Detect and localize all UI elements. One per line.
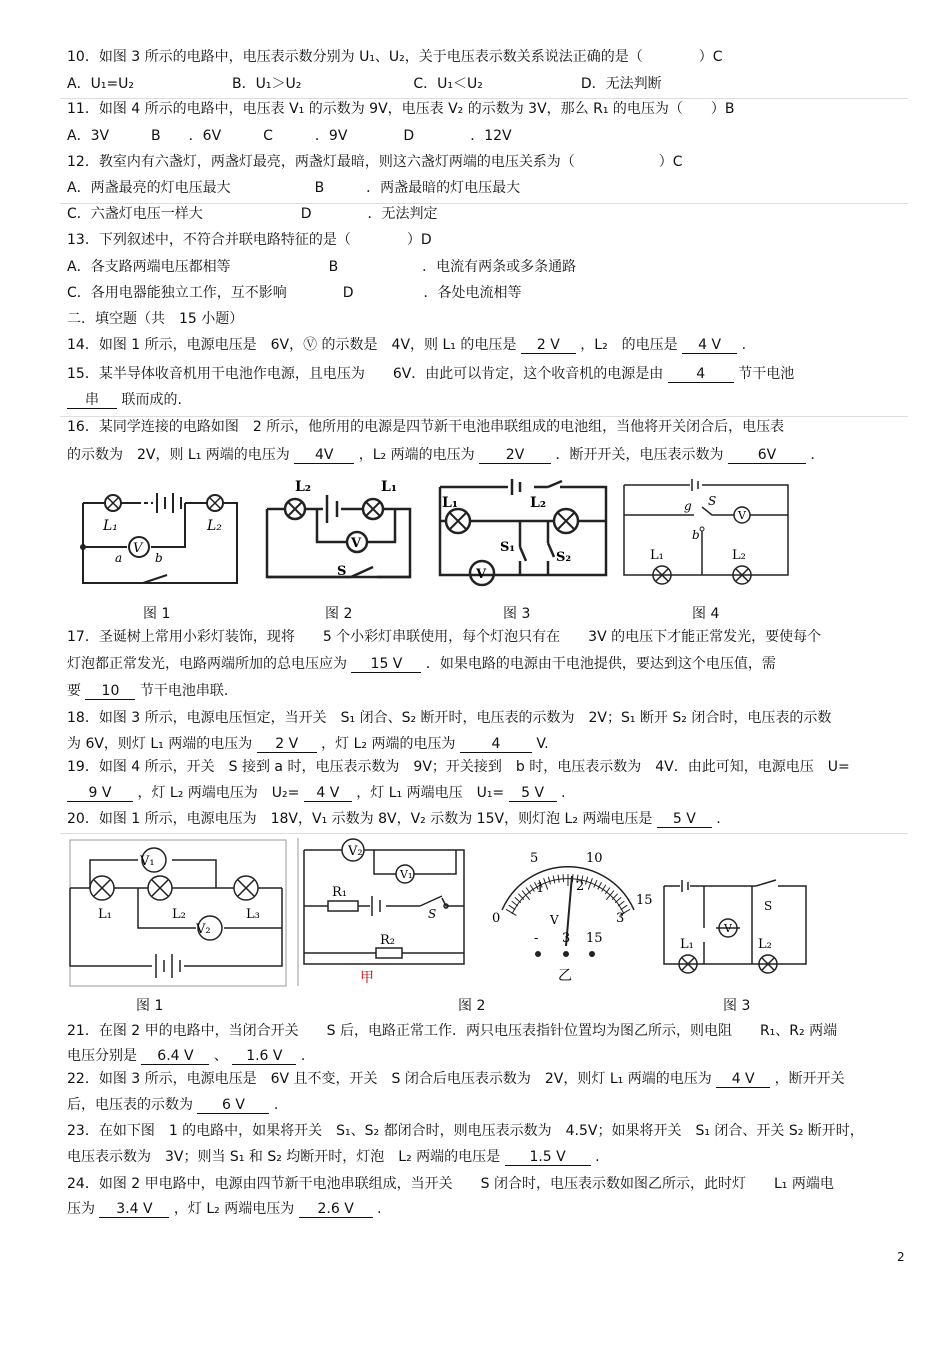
q11-stem: 11．如图 4 所示的电路中，电压表 V₁ 的示数为 9V，电压表 V₂ 的示数为 3V，那么 R₁ 的电压为（ ）B (67, 101, 735, 117)
q10-options: A．U₁=U₂ B．U₁＞U₂ C．U₁＜U₂ D．无法判断 (67, 76, 662, 92)
scale-bottom-2: 2 (576, 879, 585, 894)
caption-fig1-row2: 图 1 (136, 998, 164, 1014)
scale-bottom-15: 15 (636, 893, 653, 908)
meter-tick (548, 877, 550, 885)
q15-answer-1: 4 (668, 366, 734, 383)
caption-fig3-row1: 图 3 (503, 606, 531, 622)
label-V: V (133, 541, 143, 556)
q17: 17．圣诞树上常用小彩灯装饰，现将 5 个小彩灯串联使用，每个灯泡只有在 3V 的电压下才能正常发光，要使每个 (67, 629, 822, 645)
q16-answer-1: 4V (294, 447, 354, 464)
q15-answer-2: 串 (67, 392, 117, 409)
label-L1: L₁ (680, 937, 694, 952)
terminal-15: 15 (586, 931, 603, 946)
q12-stem: 12．教室内有六盏灯，两盏灯最亮，两盏灯最暗，则这六盏灯两端的电压关系为（ ）C (67, 154, 683, 170)
label-V2: V₂ (196, 922, 211, 937)
meter-tick (553, 876, 555, 884)
figure-1-row2 (68, 838, 290, 988)
q17-answer-2: 10 (85, 683, 135, 700)
figure-3-row1 (438, 477, 610, 587)
caption-fig2-row2: 图 2 (458, 998, 486, 1014)
figure-2-yi-meter (486, 846, 654, 988)
q10-stem: 10．如图 3 所示的电路中，电压表示数分别为 U₁、U₂，关于电压表示数关系说法正确的是（ ）C (67, 49, 723, 65)
q11-options: A．3V B ．6V C ．9V D ．12V (67, 128, 512, 144)
terminal-3: 3 (562, 931, 571, 946)
meter-tick (506, 909, 516, 915)
q19-answer-3: 5 V (509, 785, 557, 802)
meter-tick (563, 874, 564, 882)
label-L1: L₁ (103, 518, 118, 534)
label-L1: L₁ (381, 479, 397, 495)
label-V: V (476, 567, 487, 582)
q21-answer-2: 1.6 V (232, 1048, 296, 1065)
meter-tick (518, 894, 524, 900)
q13-stem: 13．下列叙述中，不符合并联电路特征的是（ ）D (67, 232, 432, 248)
label-L2: L₂ (758, 937, 772, 952)
label-yi: 乙 (558, 968, 572, 984)
q14: 14．如图 1 所示，电源电压是 6V，Ⓥ 的示数是 4V，则 L₁ 的电压是 2 V ，L₂ 的电压是 4 V . (67, 337, 747, 353)
label-S: S (337, 564, 347, 579)
q17-answer-1: 15 V (351, 656, 421, 673)
meter-tick (612, 894, 618, 900)
q21: 21．在图 2 甲的电路中，当闭合开关 S 后，电路正常工作．两只电压表指针位置均为图乙所示，则电阻 R₁、R₂ 两端 (67, 1023, 838, 1039)
terminal-minus: - (534, 931, 539, 946)
label-V1: V₁ (140, 854, 155, 869)
section-fill-title: 二．填空题（共 15 小题） (67, 311, 244, 327)
label-L1: L₁ (442, 495, 458, 511)
meter-tick (621, 905, 628, 910)
scale-bottom-3: 3 (616, 911, 625, 926)
scale-bottom-0: 0 (492, 911, 501, 926)
label-L2: L₂ (295, 479, 311, 495)
label-b: b (692, 528, 700, 542)
q23-cont: 电压表示数为 3V；则当 S₁ 和 S₂ 均断开时，灯泡 L₂ 两端的电压是 1.5 V . (67, 1149, 600, 1165)
q16-cont: 的示数为 2V，则 L₁ 两端的电压为 4V ，L₂ 两端的电压为 2V ．断开开关，电压表示数为 6V . (67, 447, 815, 463)
caption-fig4-row1: 图 4 (692, 606, 720, 622)
q17-cont: 灯泡都正常发光，电路两端所加的总电压应为 15 V ．如果电路的电源由干电池提供，要达到这个电压值，需 (67, 656, 776, 672)
q14-answer-1: 2 V (521, 337, 576, 354)
caption-fig3-row2: 图 3 (723, 998, 751, 1014)
q12-options-ab: A．两盏最亮的灯电压最大 B ．两盏最暗的灯电压最大 (67, 180, 521, 196)
label-L1: L₁ (98, 907, 112, 922)
meter-tick (618, 901, 624, 906)
q18-answer-2: 4 (460, 736, 532, 753)
label-L2: L₂ (530, 495, 546, 511)
label-L2: L₂ (207, 518, 222, 534)
label-S: S (708, 494, 717, 508)
q21-answer-1: 6.4 V (141, 1048, 209, 1065)
q18-cont: 为 6V，则灯 L₁ 两端的电压为 2 V ，灯 L₂ 两端的电压为 4 V. (67, 736, 549, 752)
label-V: V (724, 922, 732, 935)
label-L1: L₁ (650, 548, 664, 563)
figure-4-row1 (622, 477, 792, 585)
scale-top-10: 10 (586, 851, 603, 866)
caption-fig1-row1: 图 1 (143, 606, 171, 622)
q14-answer-2: 4 V (682, 337, 737, 354)
label-L2: L₂ (732, 548, 746, 563)
label-a: a (115, 551, 123, 565)
q19-cont: 9 V ，灯 L₂ 两端电压为 U₂= 4 V ，灯 L₁ 两端电压 U₁= 5 V . (67, 784, 566, 802)
figure-2-row1 (265, 477, 415, 582)
q22-answer-2: 6 V (197, 1097, 269, 1114)
q19-answer-1: 9 V (67, 785, 133, 802)
figure-2-jia-row2 (296, 836, 478, 986)
label-a: g (684, 499, 692, 513)
label-jia: 甲 (360, 970, 374, 986)
label-V: V (351, 536, 362, 551)
meter-tick (512, 901, 518, 906)
q13-options-cd: C．各用电器能独立工作，互不影响 D ．各处电流相等 (67, 285, 522, 301)
meter-tick (594, 880, 597, 887)
label-S: S (428, 907, 437, 921)
label-V: V (738, 509, 746, 522)
q24-cont: 压为 3.4 V ，灯 L₂ 两端电压为 2.6 V . (67, 1201, 382, 1217)
q24-answer-2: 2.6 V (299, 1201, 373, 1218)
q20-answer-1: 5 V (657, 811, 712, 828)
q24-answer-1: 3.4 V (99, 1201, 169, 1218)
scale-bottom-1: 1 (536, 881, 545, 896)
q24: 24．如图 2 甲电路中，电源由四节新干电池串联组成，当开关 S 闭合时，电压表示数如图乙所示，此时灯 L₁ 两端电 (67, 1176, 834, 1192)
q13-options-ab: A．各支路两端电压都相等 B ．电流有两条或多条通路 (67, 259, 577, 275)
label-V1: V₁ (400, 868, 413, 881)
figure-3-row2 (660, 880, 812, 988)
caption-fig2-row1: 图 2 (325, 606, 353, 622)
meter-tick (558, 875, 559, 883)
meter-v-label: V (550, 913, 559, 927)
q16-answer-2: 2V (479, 447, 551, 464)
label-S1: S₁ (500, 540, 516, 555)
meter-tick (615, 897, 621, 902)
q22-cont: 后，电压表的示数为 6 V . (67, 1097, 279, 1113)
q18-answer-1: 2 V (257, 736, 317, 753)
q23: 23．在如下图 1 的电路中，如果将开关 S₁、S₂ 都闭合时，则电压表示数为 4.5V；如果将开关 S₁ 闭合、开关 S₂ 断开时， (67, 1123, 864, 1139)
label-L2: L₂ (172, 907, 186, 922)
q15-cont: 串 联而成的. (67, 391, 182, 409)
q12-options-cd: C．六盏灯电压一样大 D ．无法判定 (67, 206, 438, 222)
label-R1: R₁ (332, 885, 347, 900)
label-S: S (764, 899, 773, 913)
q22: 22．如图 3 所示，电源电压是 6V 且不变，开关 S 闭合后电压表示数为 2V，则灯 L₁ 两端的电压为 4 V ，断开开关 (67, 1071, 845, 1087)
meter-tick (585, 877, 587, 885)
q16: 16．某同学连接的电路如图 2 所示，他所用的电源是四节新干电池串联组成的电池组，当他将开关闭合后，电压表 (67, 419, 785, 435)
q23-answer-1: 1.5 V (505, 1149, 591, 1166)
scale-top-5: 5 (530, 851, 539, 866)
page-number: 2 (897, 1250, 905, 1264)
q18: 18．如图 3 所示，电源电压恒定，当开关 S₁ 闭合、S₂ 断开时，电压表的示数为 2V；S₁ 断开 S₂ 闭合时，电压表的示数 (67, 710, 832, 726)
label-V2: V₂ (348, 844, 363, 859)
label-R2: R₂ (380, 933, 395, 948)
figure-1-row1 (75, 485, 245, 590)
q19-answer-2: 4 V (304, 785, 352, 802)
meter-tick (509, 905, 516, 910)
meter-tick (588, 878, 592, 889)
q16-answer-3: 6V (728, 447, 806, 464)
q19: 19．如图 4 所示，开关 S 接到 a 时，电压表示数为 9V；开关接到 b 时，电压表示数为 4V．由此可知，电源电压 U= (67, 759, 850, 775)
label-b: b (155, 551, 163, 565)
meter-tick (515, 897, 521, 902)
q20: 20．如图 1 所示，电源电压为 18V，V₁ 示数为 8V，V₂ 示数为 15V，则灯泡 L₂ 两端电压是 5 V . (67, 811, 721, 827)
q15: 15．某半导体收音机用干电池作电源，且电压为 6V．由此可以肯定，这个收音机的电源是由 4 节干电池 (67, 366, 795, 382)
q17-cont2: 要 10 节干电池串联. (67, 683, 229, 699)
q21-cont: 电压分别是 6.4 V 、 1.6 V . (67, 1048, 306, 1064)
label-S2: S₂ (556, 550, 572, 565)
label-L3: L₃ (246, 907, 260, 922)
q22-answer-1: 4 V (716, 1071, 770, 1088)
